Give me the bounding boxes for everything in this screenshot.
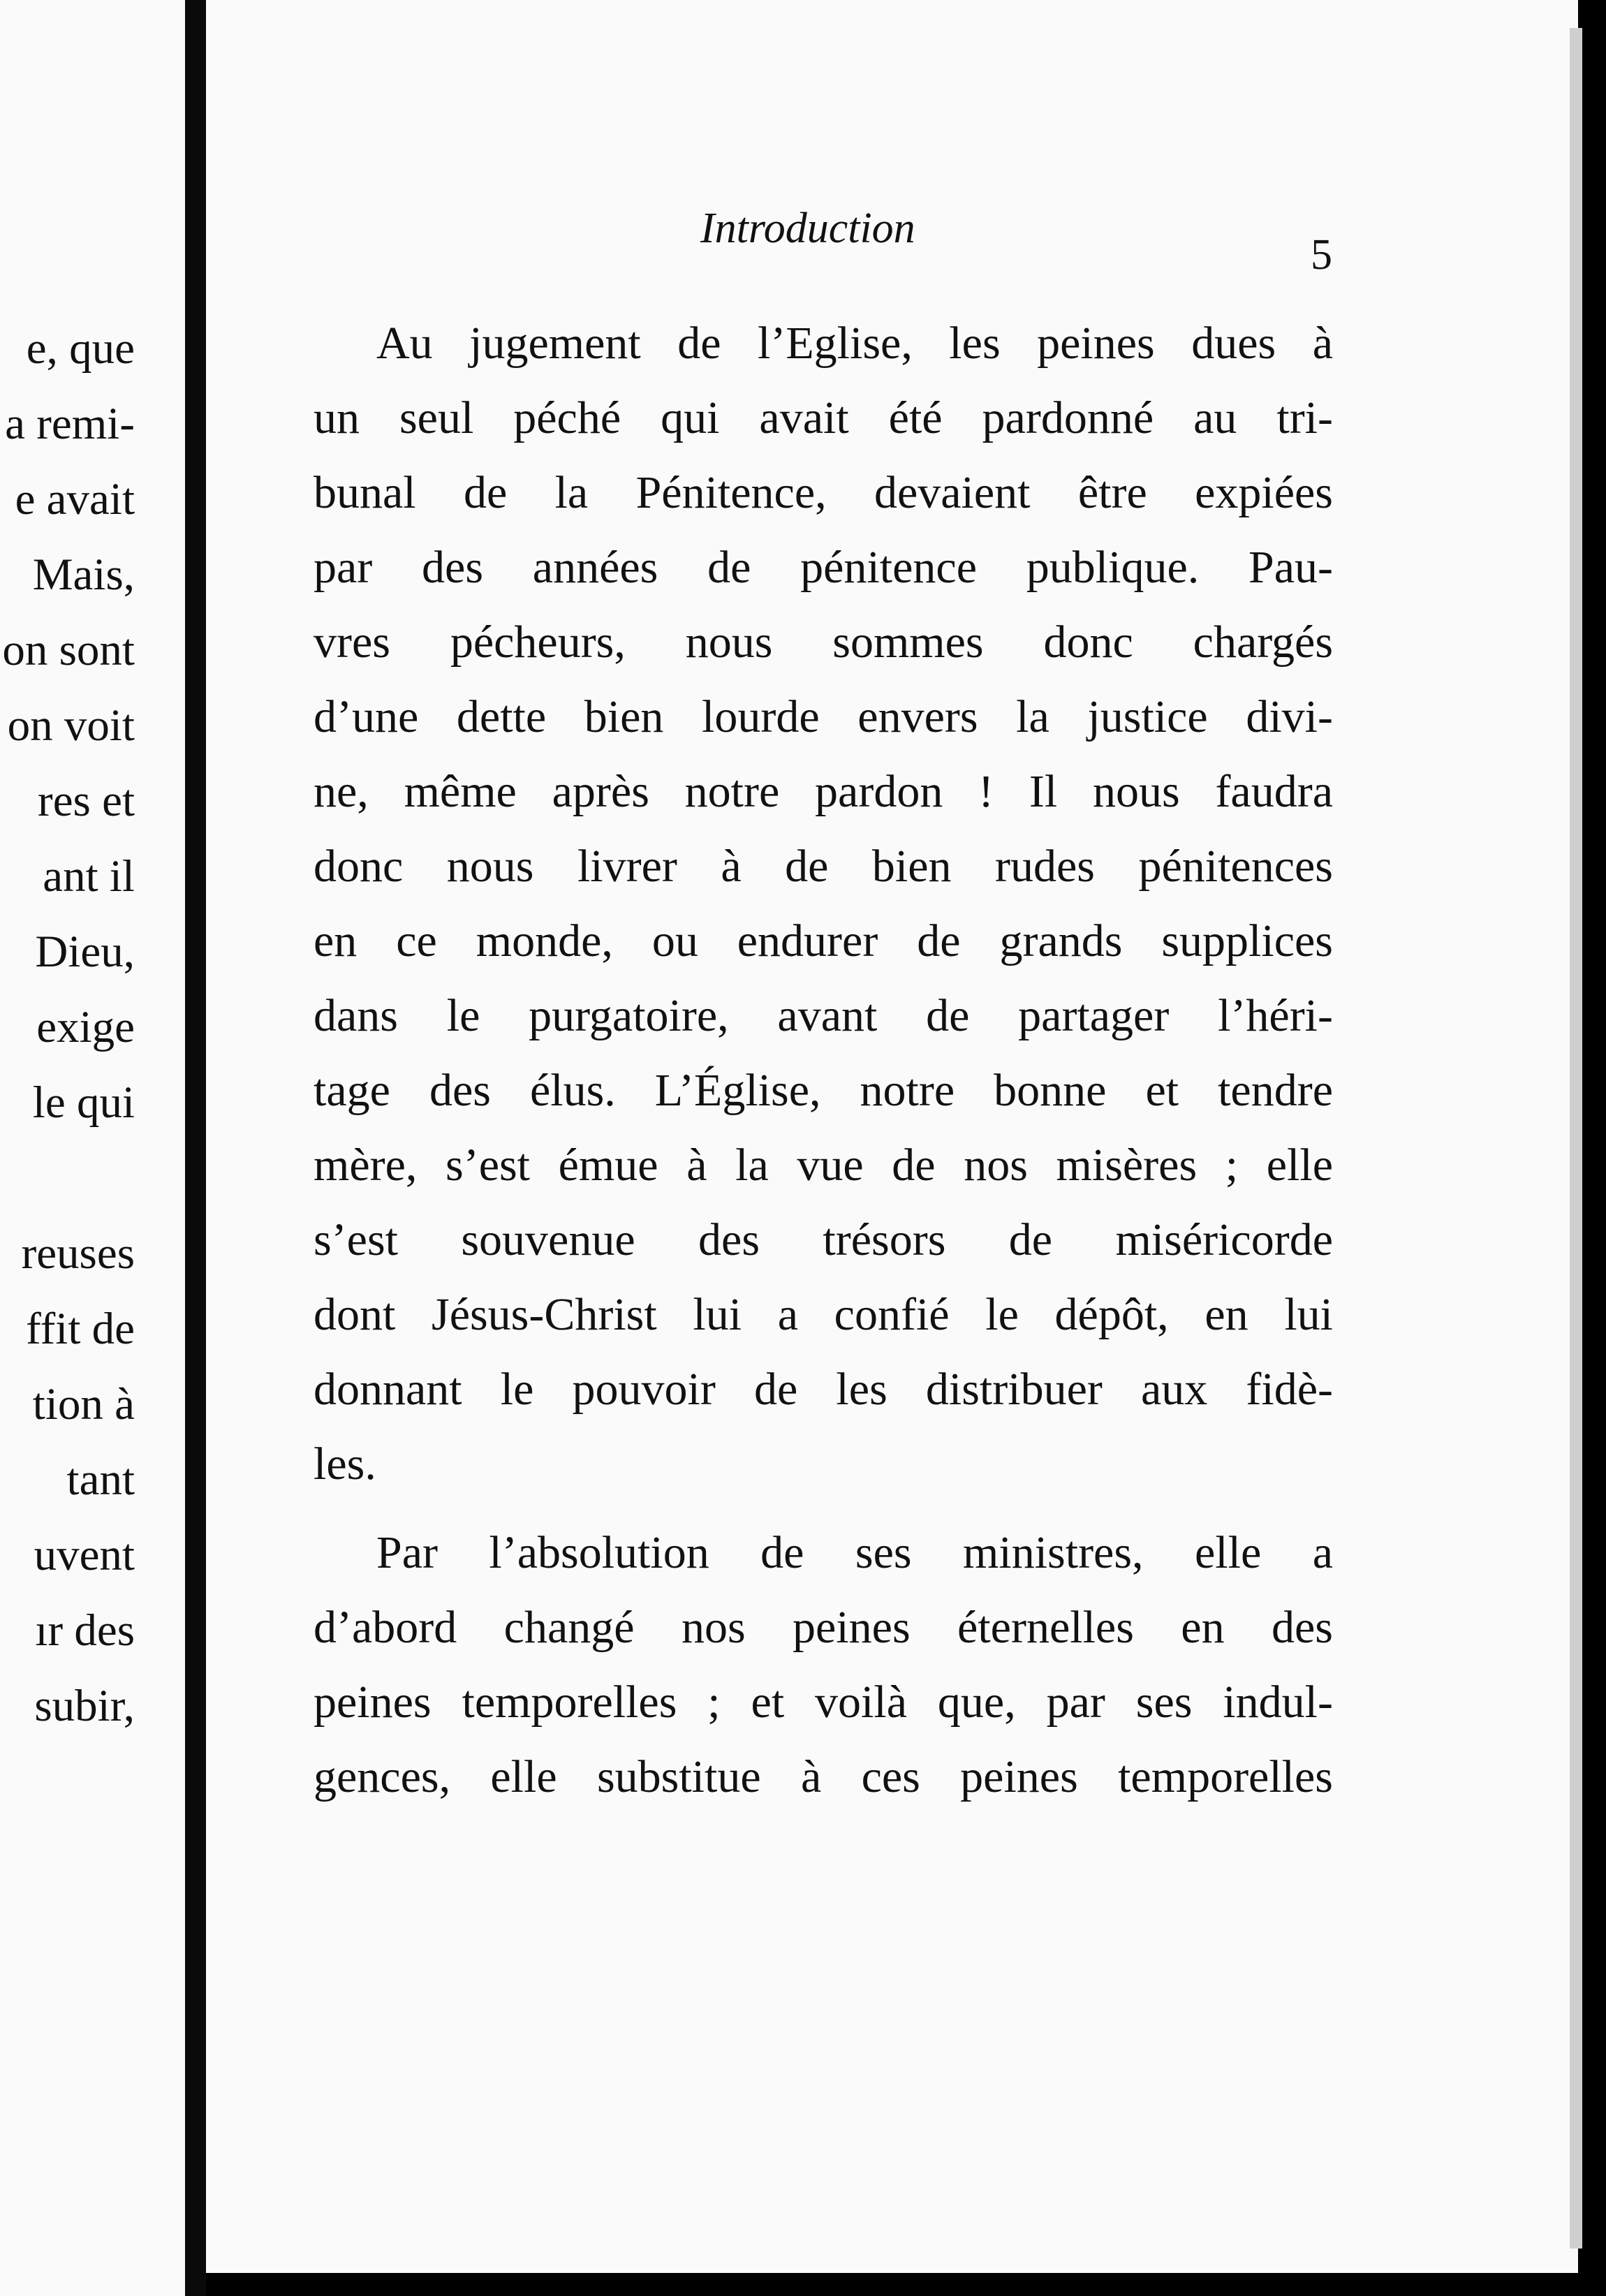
text-line: s’est souvenue des trésors de miséricorde: [314, 1214, 1333, 1265]
text-line: tage des élus. L’Église, notre bonne et tendre: [314, 1065, 1333, 1116]
paragraph-gap: [314, 1501, 1333, 1515]
left-page-fragment: exige: [36, 1002, 135, 1052]
text-line: par des années de pénitence publique. Pau-: [314, 542, 1333, 593]
left-page-fragment: ant il: [43, 851, 135, 902]
left-page-fragment: res et: [38, 776, 135, 826]
text-line: Au jugement de l’Eglise, les peines dues à: [376, 318, 1333, 369]
text-line: d’une dette bien lourde envers la justice divi-: [314, 691, 1333, 742]
text-line: donc nous livrer à de bien rudes pénitences: [314, 841, 1333, 892]
left-page-fragment: reuses: [21, 1228, 135, 1279]
left-page-fragment: a remi-: [5, 399, 135, 449]
text-line: un seul péché qui avait été pardonné au tri-: [314, 392, 1333, 443]
text-line: dans le purgatoire, avant de partager l’héri-: [314, 990, 1333, 1041]
left-page-fragment: uvent: [34, 1530, 135, 1580]
left-page-fragment: e avait: [15, 474, 135, 524]
text-line: peines temporelles ; et voilà que, par ses indul-: [314, 1677, 1333, 1728]
left-page-fragment: e, que: [26, 323, 135, 374]
left-page-fragment: tant: [66, 1455, 135, 1505]
text-line: bunal de la Pénitence, devaient être expiées: [314, 467, 1333, 518]
text-line: vres pécheurs, nous sommes donc chargés: [314, 617, 1333, 668]
text-line: gences, elle substitue à ces peines temporelles: [314, 1751, 1333, 1802]
book-gutter: [185, 0, 206, 2296]
paragraph: [314, 1515, 1333, 1814]
paragraph: [314, 306, 1333, 1501]
left-page-fragment: le qui: [32, 1077, 135, 1128]
text-line: dont Jésus-Christ lui a confié le dépôt, en lui: [314, 1289, 1333, 1340]
left-page-fragment: subir,: [34, 1681, 135, 1731]
left-page-fragment: on voit: [7, 700, 135, 751]
running-head: Introduction: [700, 205, 915, 252]
text-line: d’abord changé nos peines éternelles en des: [314, 1602, 1333, 1653]
left-page-fragment: Mais,: [32, 550, 135, 600]
text-line: Par l’absolution de ses ministres, elle a: [376, 1527, 1333, 1578]
page-number: 5: [1311, 231, 1332, 279]
text-line: donnant le pouvoir de les distribuer aux fidè-: [314, 1364, 1333, 1415]
left-page-fragment: on sont: [2, 625, 135, 675]
text-line: en ce monde, ou endurer de grands supplices: [314, 915, 1333, 966]
text-line: les.: [314, 1438, 376, 1489]
left-page-fragment: tion à: [32, 1379, 135, 1429]
left-page-fragment: ır des: [35, 1605, 135, 1656]
text-line: mère, s’est émue à la vue de nos misères ; elle: [314, 1140, 1333, 1191]
text-line: ne, même après notre pardon ! Il nous faudra: [314, 766, 1333, 817]
page-edge-shadow: [1570, 28, 1582, 2249]
left-page-fragment: ffit de: [26, 1304, 135, 1354]
left-page-fragment: Dieu,: [35, 927, 135, 977]
body-text: [314, 306, 1333, 1814]
left-page-edge: [0, 0, 185, 2296]
